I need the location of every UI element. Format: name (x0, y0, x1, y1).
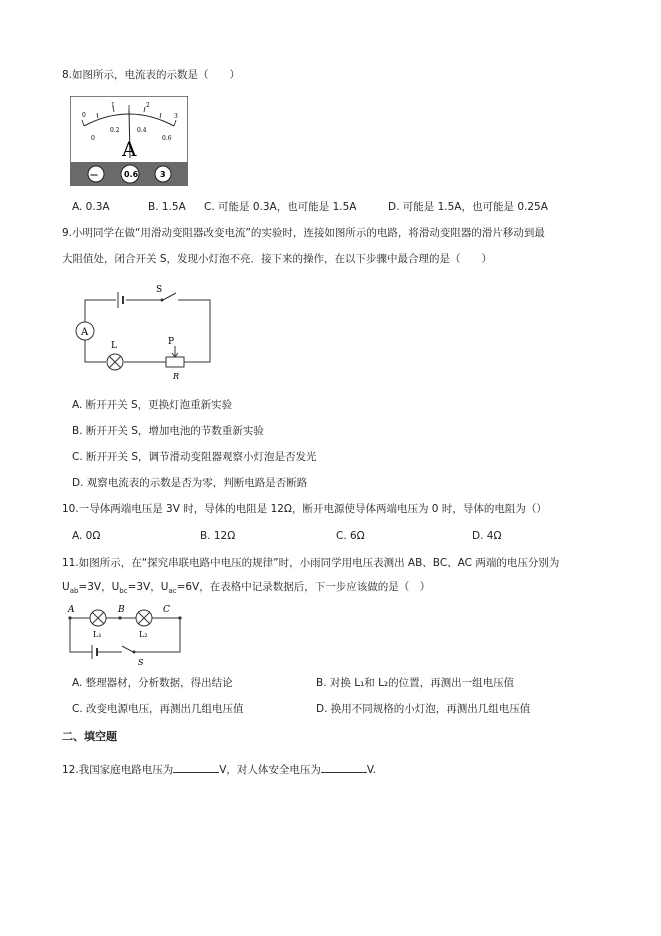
q11-circuit-figure (62, 600, 192, 670)
q10-option-c[interactable]: C. 6Ω (336, 530, 365, 542)
voltage-text-ac: =3V，U (127, 581, 169, 593)
q8-stem: 8.如图所示，电流表的示数是（ ） (62, 69, 241, 81)
q9-stem-line1: 9.小明同学在做“用滑动变阻器改变电流”的实验时，连接如图所示的电路，将滑动变阻器的滑片移动到最 (62, 227, 545, 239)
q9-option-a[interactable]: A. 断开开关 S，更换灯泡重新实验 (72, 399, 233, 411)
subscript-bc: bc (119, 587, 128, 596)
q9-lamp-label: L (111, 341, 117, 351)
terminal-3: 3 (160, 170, 166, 179)
q10-option-a[interactable]: A. 0Ω (72, 530, 101, 542)
q12-blank-safe-voltage[interactable] (321, 762, 367, 773)
terminal-0-6: 0.6 (124, 170, 139, 179)
q12-text-2: V，对人体安全电压为 (219, 764, 321, 776)
q12-text-1: 12.我国家庭电路电压为 (62, 764, 174, 776)
q11-stem-line2 (62, 580, 430, 598)
meter-bottom-2: 0.4 (137, 127, 147, 134)
meter-bottom-3: 0.6 (162, 135, 172, 142)
q10-option-b[interactable]: B. 12Ω (200, 530, 236, 542)
q8-option-a[interactable]: A. 0.3A (72, 201, 110, 213)
q9-ammeter-label: A (81, 327, 89, 338)
point-b-label: B (118, 605, 125, 615)
q9-switch-label: S (156, 285, 163, 295)
meter-top-0: 0 (82, 112, 86, 119)
meter-top-3: 3 (174, 113, 178, 120)
q8-option-c[interactable]: C. 可能是 0.3A，也可能是 1.5A (204, 201, 357, 213)
q9-option-b[interactable]: B. 断开开关 S，增加电池的节数重新实验 (72, 425, 264, 437)
meter-top-1: 1 (111, 102, 115, 109)
section-title-fill-blank: 二、填空题 (62, 730, 117, 743)
q8-option-d[interactable]: D. 可能是 1.5A，也可能是 0.25A (388, 201, 548, 213)
q12-blank-household-voltage[interactable] (173, 762, 219, 773)
q9-rheostat-label: R (173, 372, 180, 381)
q11-switch-label: S (138, 658, 144, 667)
meter-bottom-1: 0.2 (110, 127, 120, 134)
subscript-ab: ab (69, 587, 79, 596)
point-c-label: C (163, 605, 170, 615)
subscript-ac: ac (168, 587, 177, 596)
ammeter-figure (70, 96, 188, 186)
q9-circuit-figure (70, 284, 220, 384)
q11-option-d[interactable]: D. 换用不同规格的小灯泡，再测出几组电压值 (316, 703, 531, 715)
q10-option-d[interactable]: D. 4Ω (472, 530, 502, 542)
voltage-text-bc: =3V，U (78, 581, 120, 593)
terminal-negative: — (90, 170, 98, 179)
q11-stem-tail: =6V，在表格中记录数据后，下一步应该做的是（ ） (176, 581, 431, 593)
meter-bottom-0: 0 (91, 135, 95, 142)
q10-stem: 10.一导体两端电压是 3V 时，导体的电阻是 12Ω，断开电源使导体两端电压为 0 时，导体的电阻为（） (62, 503, 547, 515)
lamp-l2-label: L₂ (139, 630, 148, 639)
q9-slider-label: P (168, 337, 175, 347)
q11-option-c[interactable]: C. 改变电源电压，再测出几组电压值 (72, 703, 244, 715)
q11-option-a[interactable]: A. 整理器材，分析数据，得出结论 (72, 677, 233, 689)
q12-text-3: V. (366, 764, 377, 776)
q11-stem-line1: 11.如图所示，在“探究串联电路中电压的规律”时，小雨同学用电压表测出 AB、BC、AC 两端的电压分别为 (62, 557, 560, 569)
q12-stem (62, 762, 376, 777)
lamp-l1-label: L₁ (93, 630, 102, 639)
q9-option-c[interactable]: C. 断开开关 S，调节滑动变阻器观察小灯泡是否发光 (72, 451, 317, 463)
q9-stem-line2: 大阻值处，闭合开关 S，发现小灯泡不亮．接下来的操作，在以下步骤中最合理的是（ ） (62, 253, 493, 265)
voltage-symbol-ab: U (62, 581, 70, 593)
q11-option-b[interactable]: B. 对换 L₁和 L₂的位置，再测出一组电压值 (316, 677, 515, 689)
meter-unit: A (122, 137, 137, 161)
q9-option-d[interactable]: D. 观察电流表的示数是否为零，判断电路是否断路 (72, 477, 308, 489)
point-a-label: A (68, 605, 75, 615)
meter-top-2: 2 (146, 102, 150, 109)
q8-option-b[interactable]: B. 1.5A (148, 201, 186, 213)
